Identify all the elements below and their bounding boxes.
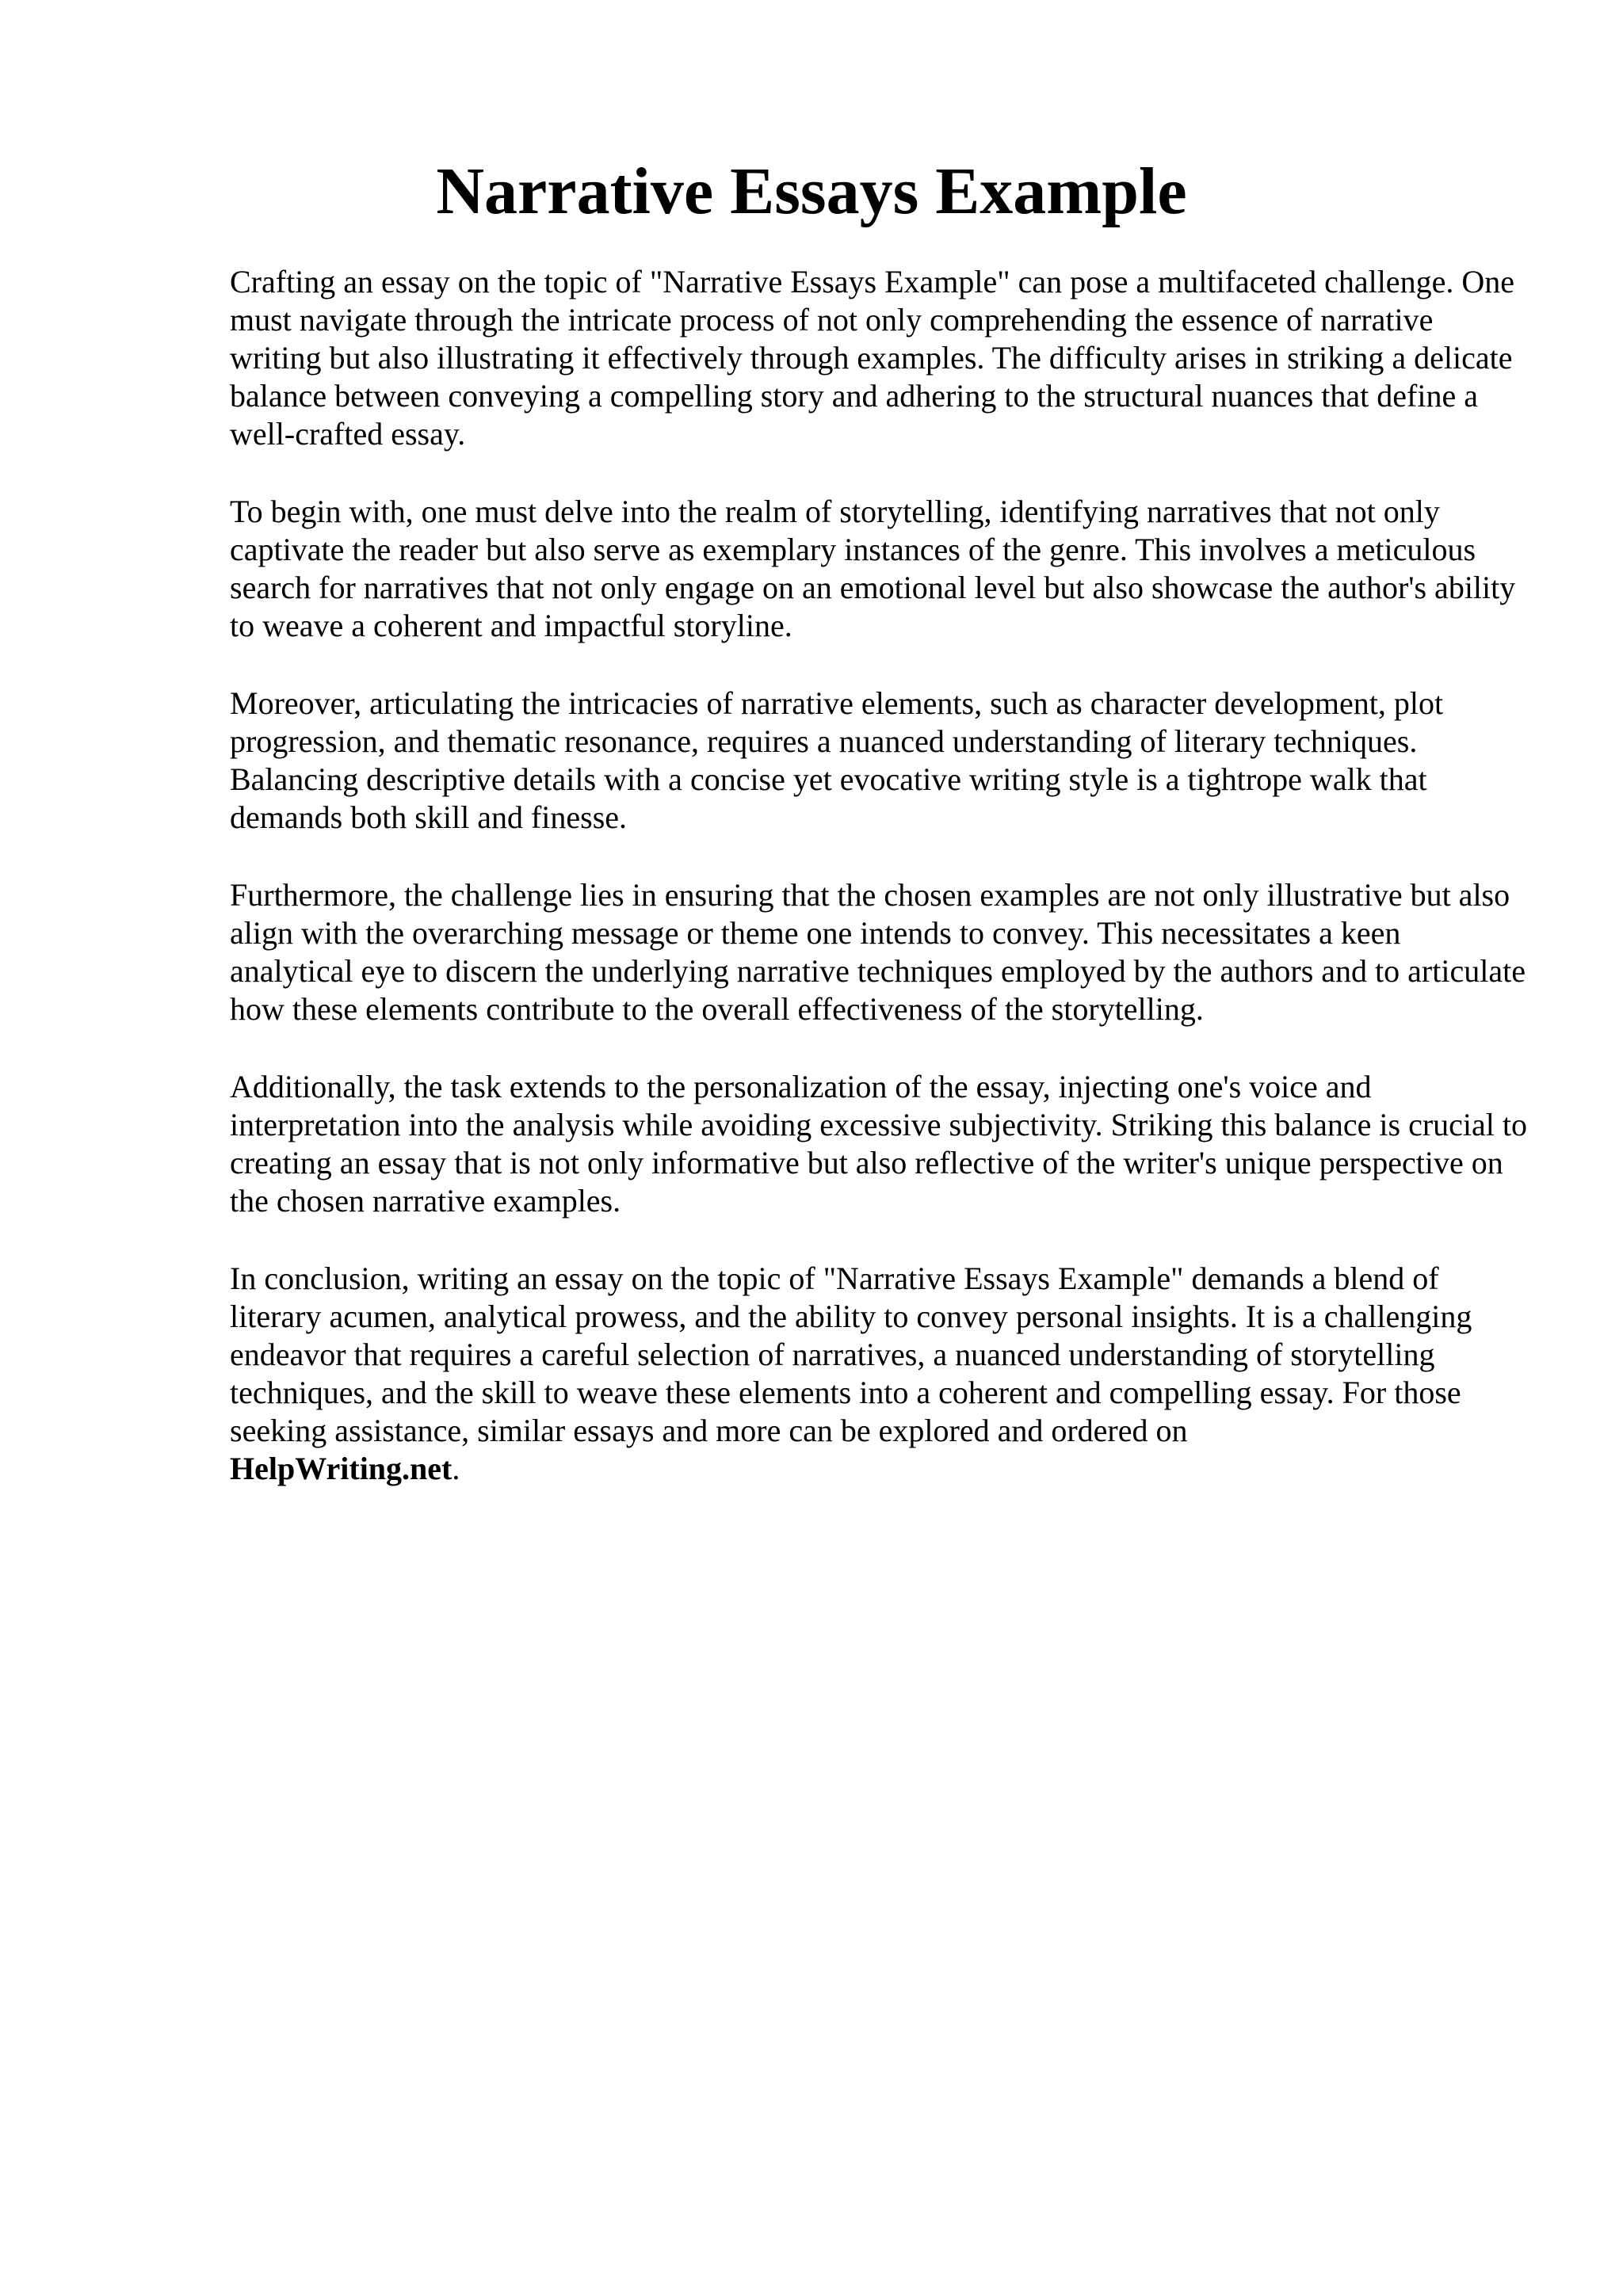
paragraph-1: Crafting an essay on the topic of "Narrative Essays Example" can pose a multifaceted challenge. One must navigate through the intricate process of not only comprehending the essence of narrative writing but also illustrating it effectively through examples. The difficulty arises in striking a delicate balance between conveying a compelling story and adhering to the structural nuances that define a well-crafted essay. <box>230 264 1514 452</box>
brand-link[interactable]: HelpWriting.net <box>230 1451 453 1486</box>
conclusion-text: In conclusion, writing an essay on the topic of "Narrative Essays Example" demands a blend of literary acumen, analytical prowess, and the ability to convey personal insights. It is a challenging endeavor that requires a careful selection of narratives, a nuanced understanding of storytelling techniques, and the skill to weave these elements into a coherent and compelling essay. For those seeking assistance, similar essays and more can be explored and ordered on <box>230 1261 1472 1448</box>
paragraph-4: Furthermore, the challenge lies in ensuring that the chosen examples are not only illustrative but also align with the overarching message or theme one intends to convey. This necessitates a keen analytical eye to discern the underlying narrative techniques employed by the authors and to articulate how these elements contribute to the overall effectiveness of the storytelling. <box>230 877 1526 1027</box>
document-body <box>230 263 1529 1527</box>
paragraph-conclusion <box>230 1260 1529 1488</box>
paragraph-2: To begin with, one must delve into the realm of storytelling, identifying narratives that not only captivate the reader but also serve as exemplary instances of the genre. This involves a meticulous search for narratives that not only engage on an emotional level but also showcase the author's ability to weave a coherent and impactful storyline. <box>230 494 1516 643</box>
document-title: Narrative Essays Example <box>436 154 1187 228</box>
conclusion-period: . <box>452 1451 460 1486</box>
paragraph-5: Additionally, the task extends to the personalization of the essay, injecting one's voice and interpretation into the analysis while avoiding excessive subjectivity. Striking this balance is crucial to creating an essay that is not only informative but also reflective of the writer's unique perspective on the chosen narrative examples. <box>230 1069 1528 1219</box>
paragraph-3: Moreover, articulating the intricacies of narrative elements, such as character development, plot progression, and thematic resonance, requires a nuanced understanding of literary techniques. Balancing descriptive details with a concise yet evocative writing style is a tightrope walk that demands both skill and finesse. <box>230 685 1444 835</box>
